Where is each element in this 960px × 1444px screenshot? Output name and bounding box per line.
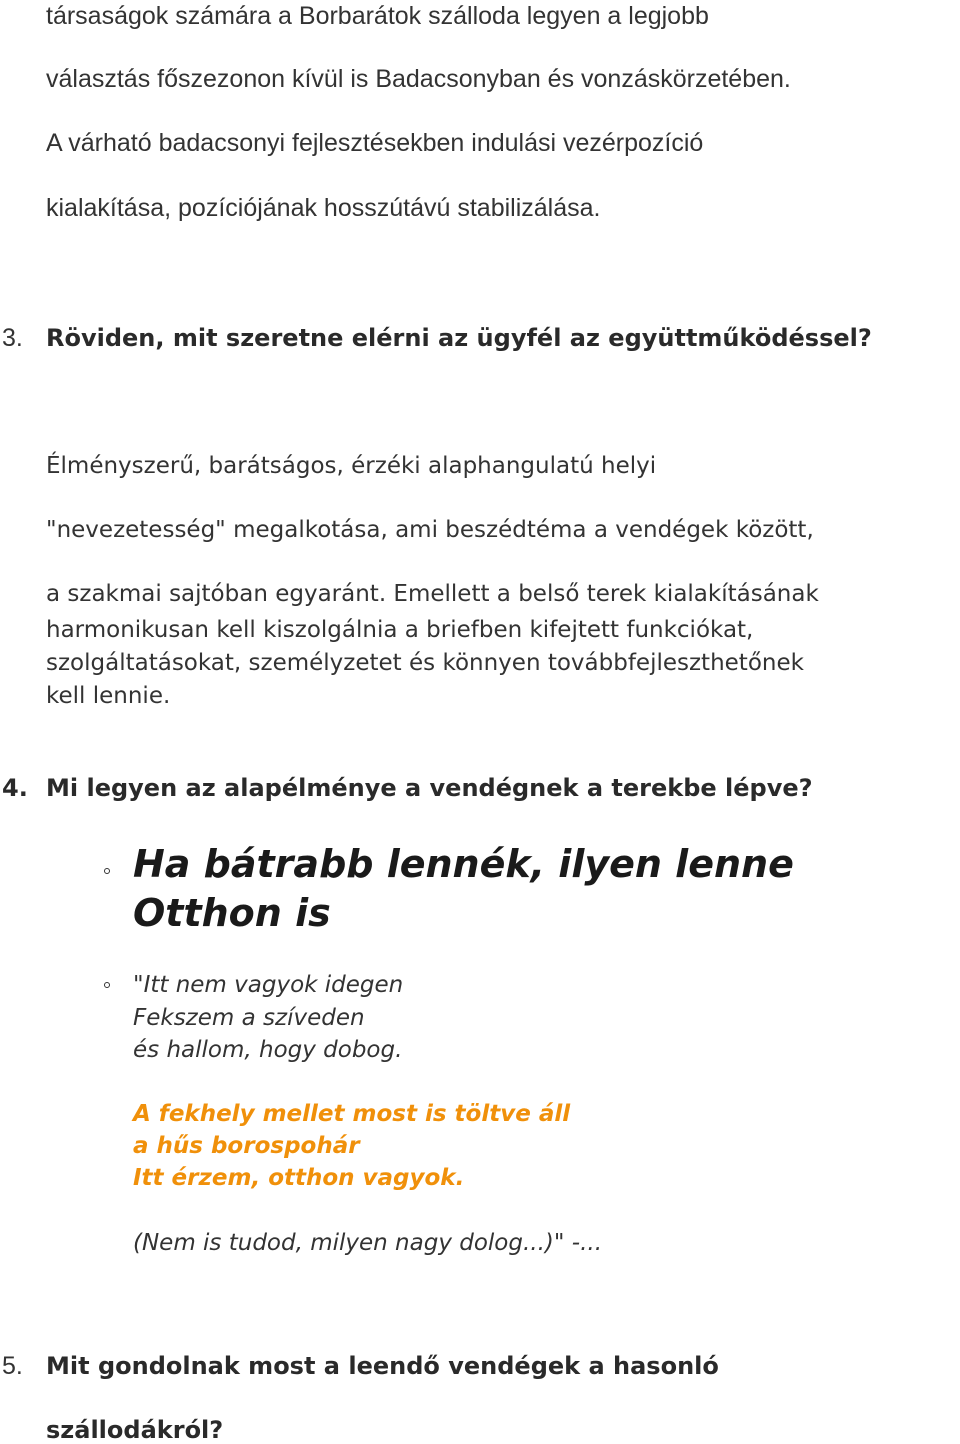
highlight-line-3: Itt érzem, otthon vagyok. [133, 1165, 465, 1191]
section-5-title-line-1: Mit gondolnak most a leendő vendégek a hasonló [46, 1352, 719, 1380]
bullet-circle-icon [104, 868, 110, 874]
section-3-line-5: szolgáltatásokat, személyzetet és könnyen továbbfejleszthetőnek [46, 650, 804, 676]
intro-line-1: társaságok számára a Borbarátok szálloda legyen a legjobb [46, 2, 709, 30]
section-3-line-3: a szakmai sajtóban egyaránt. Emellett a belső terek kialakításának [46, 581, 819, 607]
section-3-line-4: harmonikusan kell kiszolgálnia a briefben kifejtett funkciókat, [46, 617, 754, 643]
poem-line-1: "Itt nem vagyok idegen [133, 972, 404, 998]
section-3-line-2: "nevezetesség" megalkotása, ami beszédtéma a vendégek között, [46, 517, 814, 543]
section-5-number: 5. [2, 1352, 23, 1380]
bullet-circle-icon [104, 982, 110, 988]
poem-line-3: és hallom, hogy dobog. [133, 1037, 403, 1063]
closing-line: (Nem is tudod, milyen nagy dolog...)" -... [133, 1230, 603, 1256]
intro-line-4: kialakítása, pozíciójának hosszútávú stabilizálása. [46, 194, 601, 222]
section-4-title: Mi legyen az alapélménye a vendégnek a terekbe lépve? [46, 774, 813, 802]
section-3-line-1: Élményszerű, barátságos, érzéki alaphangulatú helyi [46, 453, 657, 479]
intro-line-3: A várható badacsonyi fejlesztésekben indulási vezérpozíció [46, 129, 704, 157]
poem-line-2: Fekszem a szíveden [133, 1005, 365, 1031]
section-3-title: Röviden, mit szeretne elérni az ügyfél az együttműködéssel? [46, 324, 872, 352]
section-3-line-6: kell lennie. [46, 683, 171, 709]
highlight-line-1: A fekhely mellet most is töltve áll [133, 1101, 571, 1127]
slogan-line-2: Otthon is [133, 891, 331, 935]
intro-line-2: választás főszezonon kívül is Badacsonyban és vonzáskörzetében. [46, 65, 791, 93]
section-3-number: 3. [2, 324, 23, 352]
slogan-line-1: Ha bátrabb lennék, ilyen lenne [133, 842, 794, 886]
highlight-line-2: a hűs borospohár [133, 1133, 360, 1159]
section-4-number: 4. [2, 774, 28, 802]
section-5-title-line-2: szállodákról? [46, 1416, 224, 1444]
